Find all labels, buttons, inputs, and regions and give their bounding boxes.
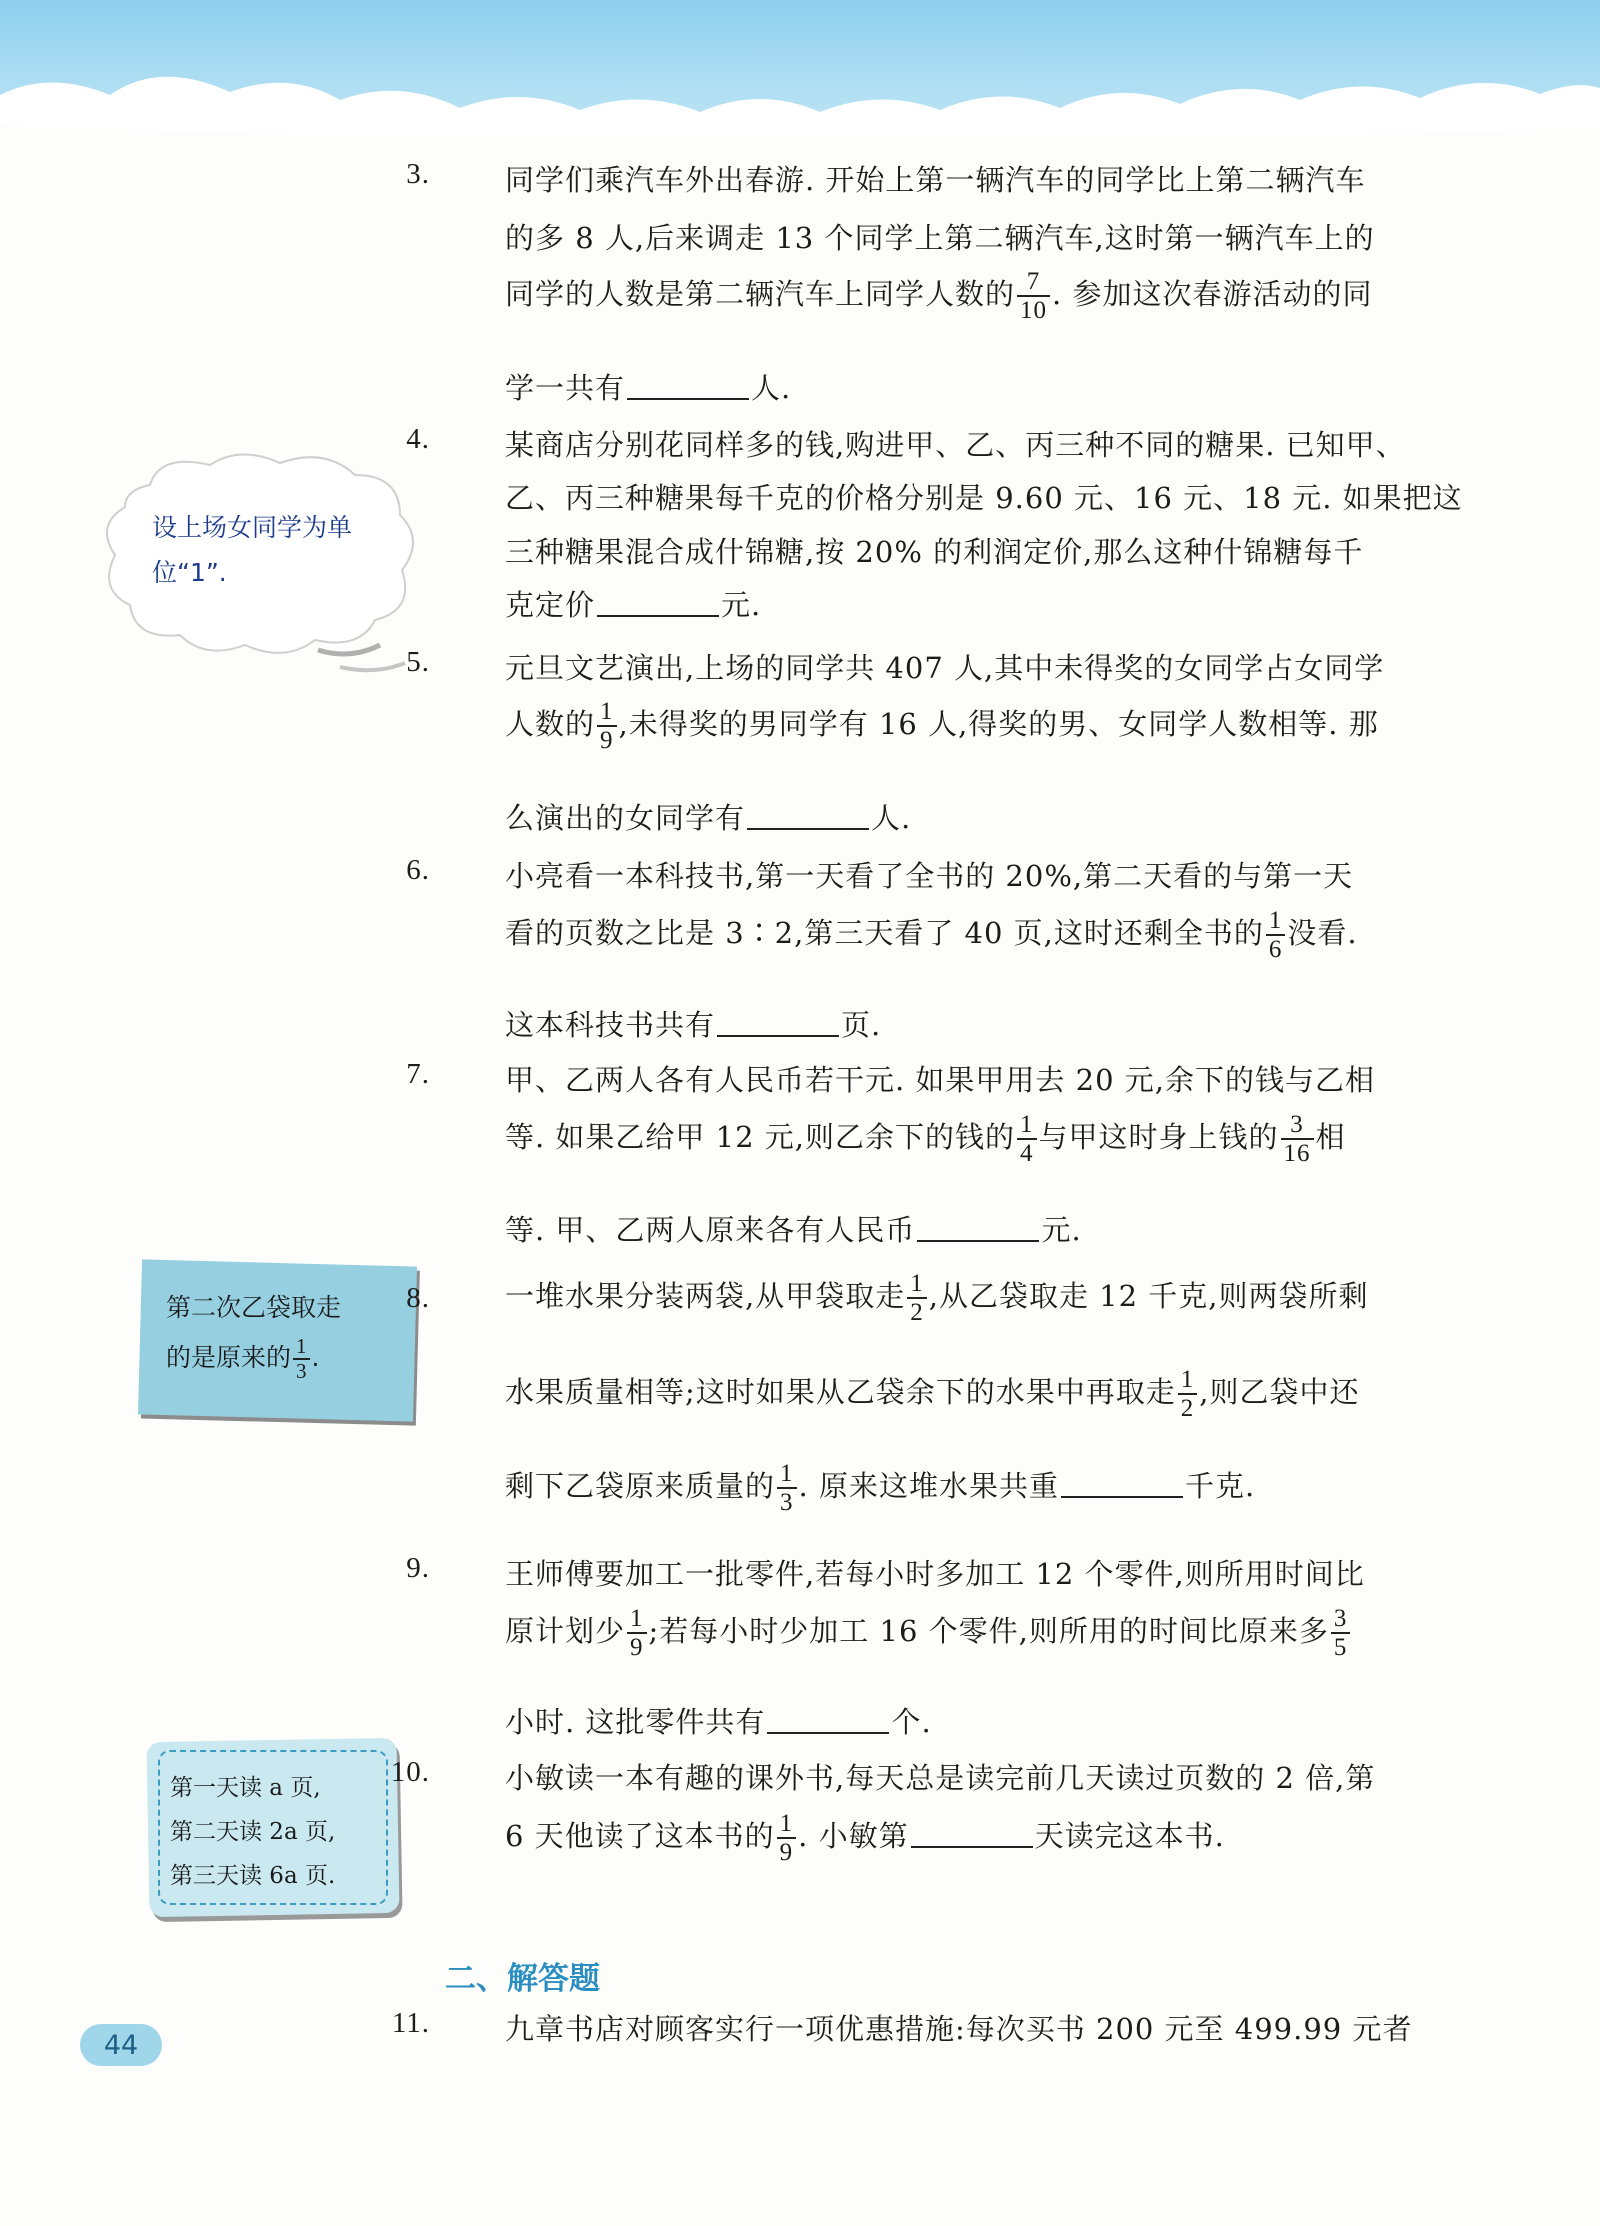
text: . 参加这次春游活动的同 — [1052, 277, 1373, 311]
text: 么演出的女同学有 — [505, 801, 746, 835]
dashed-note-line: 第三天读 6a 页. — [170, 1863, 336, 1889]
question-line — [505, 698, 1379, 754]
hint-sticky-note — [140, 1263, 415, 1418]
question-number: 3. — [406, 158, 430, 190]
question-line — [505, 1208, 1082, 1249]
text: 个. — [891, 1705, 932, 1739]
fraction — [777, 1810, 797, 1866]
denominator: 10 — [1017, 295, 1050, 324]
denominator: 3 — [293, 1358, 310, 1383]
text: 人数的 — [505, 707, 596, 741]
question-number: 8. — [406, 1282, 430, 1314]
text: 6 天他读了这本书的 — [505, 1819, 775, 1853]
numerator: 3 — [1333, 1605, 1348, 1632]
fraction — [293, 1335, 310, 1382]
sticky-text: 的是原来的 — [166, 1343, 292, 1372]
text: 同学的人数是第二辆汽车上同学人数的 — [505, 277, 1016, 311]
question-line — [505, 796, 911, 837]
text: 人. — [751, 371, 792, 405]
question-line — [505, 1460, 1255, 1516]
question-line — [505, 268, 1372, 324]
denominator: 9 — [777, 1837, 797, 1866]
text: 小时. 这批零件共有 — [505, 1705, 766, 1739]
question-number: 5. — [406, 646, 430, 678]
numerator: 1 — [630, 1605, 644, 1632]
text: 一堆水果分装两袋,从甲袋取走 — [505, 1279, 906, 1313]
header-sky-band — [0, 0, 1600, 150]
denominator: 9 — [627, 1632, 647, 1661]
text: 水果质量相等;这时如果从乙袋余下的水果中再取走 — [505, 1375, 1176, 1409]
sticky-note-line — [166, 1333, 341, 1383]
fraction — [627, 1605, 647, 1661]
question-8 — [406, 1270, 1455, 1530]
question-5 — [406, 646, 1455, 846]
answer-blank[interactable] — [717, 1011, 839, 1037]
question-line: 元旦文艺演出,上场的同学共 407 人,其中未得奖的女同学占女同学 — [505, 651, 1385, 685]
text: 学一共有 — [505, 371, 626, 405]
fraction — [1017, 1111, 1037, 1167]
text: 相 — [1315, 1120, 1346, 1154]
cloud-note-line: 设上场女同学为单 — [152, 513, 353, 542]
question-line: 九章书店对顾客实行一项优惠措施:每次买书 200 元至 499.99 元者 — [505, 2012, 1413, 2046]
question-line — [505, 1810, 1225, 1866]
question-line: 的多 8 人,后来调走 13 个同学上第二辆汽车,这时第一辆汽车上的 — [505, 221, 1375, 255]
question-number: 10. — [390, 1756, 430, 1788]
denominator: 9 — [597, 725, 617, 754]
denominator: 3 — [777, 1487, 797, 1516]
denominator: 6 — [1266, 934, 1286, 963]
dashed-note-line: 第一天读 a 页, — [170, 1775, 321, 1801]
text: 元. — [1041, 1213, 1082, 1247]
text: 这本科技书共有 — [505, 1008, 716, 1042]
fraction — [1178, 1366, 1198, 1422]
text: 原计划少 — [505, 1614, 626, 1648]
numerator: 1 — [600, 698, 614, 725]
question-line — [505, 1003, 881, 1044]
text: ;若每小时少加工 16 个零件,则所用的时间比原来多 — [648, 1614, 1329, 1648]
question-6 — [406, 854, 1455, 1054]
text: ,未得奖的男同学有 16 人,得奖的男、女同学人数相等. 那 — [618, 707, 1379, 741]
question-number: 9. — [406, 1552, 430, 1584]
sticky-note-line: 第二次乙袋取走 — [166, 1293, 342, 1322]
question-line: 甲、乙两人各有人民币若干元. 如果甲用去 20 元,余下的钱与乙相 — [505, 1063, 1375, 1097]
text: . 小敏第 — [798, 1819, 909, 1853]
answer-blank[interactable] — [747, 804, 869, 830]
fraction — [777, 1460, 797, 1516]
sticky-text: . — [311, 1343, 320, 1372]
text: 没看. — [1287, 916, 1358, 950]
question-line — [505, 907, 1358, 963]
hint-cloud-note — [90, 445, 430, 690]
text: 千克. — [1184, 1469, 1256, 1503]
denominator: 5 — [1331, 1632, 1351, 1661]
question-line: 三种糖果混合成什锦糖,按 20% 的利润定价,那么这种什锦糖每千 — [505, 535, 1364, 569]
fraction — [597, 698, 617, 754]
text: . 原来这堆水果共重 — [798, 1469, 1059, 1503]
text: 剩下乙袋原来质量的 — [505, 1469, 776, 1503]
denominator: 4 — [1017, 1138, 1037, 1167]
text: ,则乙袋中还 — [1199, 1375, 1360, 1409]
text: 与甲这时身上钱的 — [1038, 1120, 1279, 1154]
numerator: 1 — [780, 1460, 794, 1487]
answer-blank[interactable] — [917, 1216, 1039, 1242]
question-line: 同学们乘汽车外出春游. 开始上第一辆汽车的同学比上第二辆汽车 — [505, 163, 1366, 197]
question-4 — [406, 423, 1463, 633]
question-number: 4. — [406, 423, 430, 455]
fraction — [1017, 268, 1050, 324]
question-line — [505, 1605, 1352, 1661]
question-line: 某商店分别花同样多的钱,购进甲、乙、丙三种不同的糖果. 已知甲、 — [505, 428, 1406, 462]
numerator: 1 — [1268, 907, 1283, 934]
text: 人. — [871, 801, 912, 835]
answer-blank[interactable] — [1061, 1472, 1183, 1498]
answer-blank[interactable] — [911, 1822, 1033, 1848]
section-title: 二、解答题 — [445, 1961, 600, 1997]
question-line — [505, 1270, 1369, 1326]
fraction — [1281, 1111, 1314, 1167]
question-number: 7. — [406, 1058, 430, 1090]
denominator: 16 — [1281, 1138, 1314, 1167]
fraction — [907, 1270, 927, 1326]
question-number: 11. — [391, 2007, 430, 2039]
answer-blank[interactable] — [597, 591, 719, 617]
cloud-note-line: 位“1”. — [152, 558, 227, 587]
denominator: 2 — [1178, 1393, 1198, 1422]
question-7 — [406, 1058, 1455, 1258]
text: 天读完这本书. — [1034, 1819, 1225, 1853]
text: 看的页数之比是 3∶2,第三天看了 40 页,这时还剩全书的 — [505, 916, 1264, 950]
question-line: 小亮看一本科技书,第一天看了全书的 20%,第二天看的与第一天 — [505, 859, 1354, 893]
page-number: 44 — [80, 2024, 162, 2066]
text: 元. — [721, 588, 762, 622]
numerator: 1 — [910, 1270, 924, 1297]
question-line — [505, 1700, 932, 1741]
question-10 — [390, 1756, 1455, 1886]
question-line — [505, 1111, 1346, 1167]
numerator: 1 — [296, 1334, 307, 1359]
fraction — [1266, 907, 1286, 963]
fraction — [1331, 1605, 1351, 1661]
question-line — [505, 366, 791, 407]
answer-blank[interactable] — [627, 374, 749, 400]
answer-blank[interactable] — [767, 1708, 889, 1734]
question-line: 小敏读一本有趣的课外书,每天总是读完前几天读过页数的 2 倍,第 — [505, 1761, 1376, 1795]
text: 克定价 — [505, 588, 596, 622]
hint-dashed-note — [148, 1740, 398, 1915]
text: 等. 甲、乙两人原来各有人民币 — [505, 1213, 916, 1247]
question-9 — [406, 1552, 1455, 1752]
question-number: 6. — [406, 854, 430, 886]
numerator: 3 — [1290, 1111, 1304, 1138]
text: 等. 如果乙给甲 12 元,则乙余下的钱的 — [505, 1120, 1015, 1154]
numerator: 1 — [1020, 1111, 1034, 1138]
numerator: 7 — [1026, 268, 1041, 295]
denominator: 2 — [907, 1297, 927, 1326]
question-3 — [406, 158, 1455, 418]
dashed-note-line: 第二天读 2a 页, — [170, 1819, 336, 1845]
question-11 — [391, 2007, 1455, 2047]
text: 页. — [841, 1008, 882, 1042]
numerator: 1 — [779, 1810, 794, 1837]
question-line: 王师傅要加工一批零件,若每小时多加工 12 个零件,则所用时间比 — [505, 1557, 1365, 1591]
question-line — [505, 583, 761, 624]
question-line: 乙、丙三种糖果每千克的价格分别是 9.60 元、16 元、18 元. 如果把这 — [505, 481, 1463, 515]
numerator: 1 — [1180, 1366, 1195, 1393]
text: ,从乙袋取走 12 千克,则两袋所剩 — [928, 1279, 1369, 1313]
question-line — [505, 1366, 1360, 1422]
